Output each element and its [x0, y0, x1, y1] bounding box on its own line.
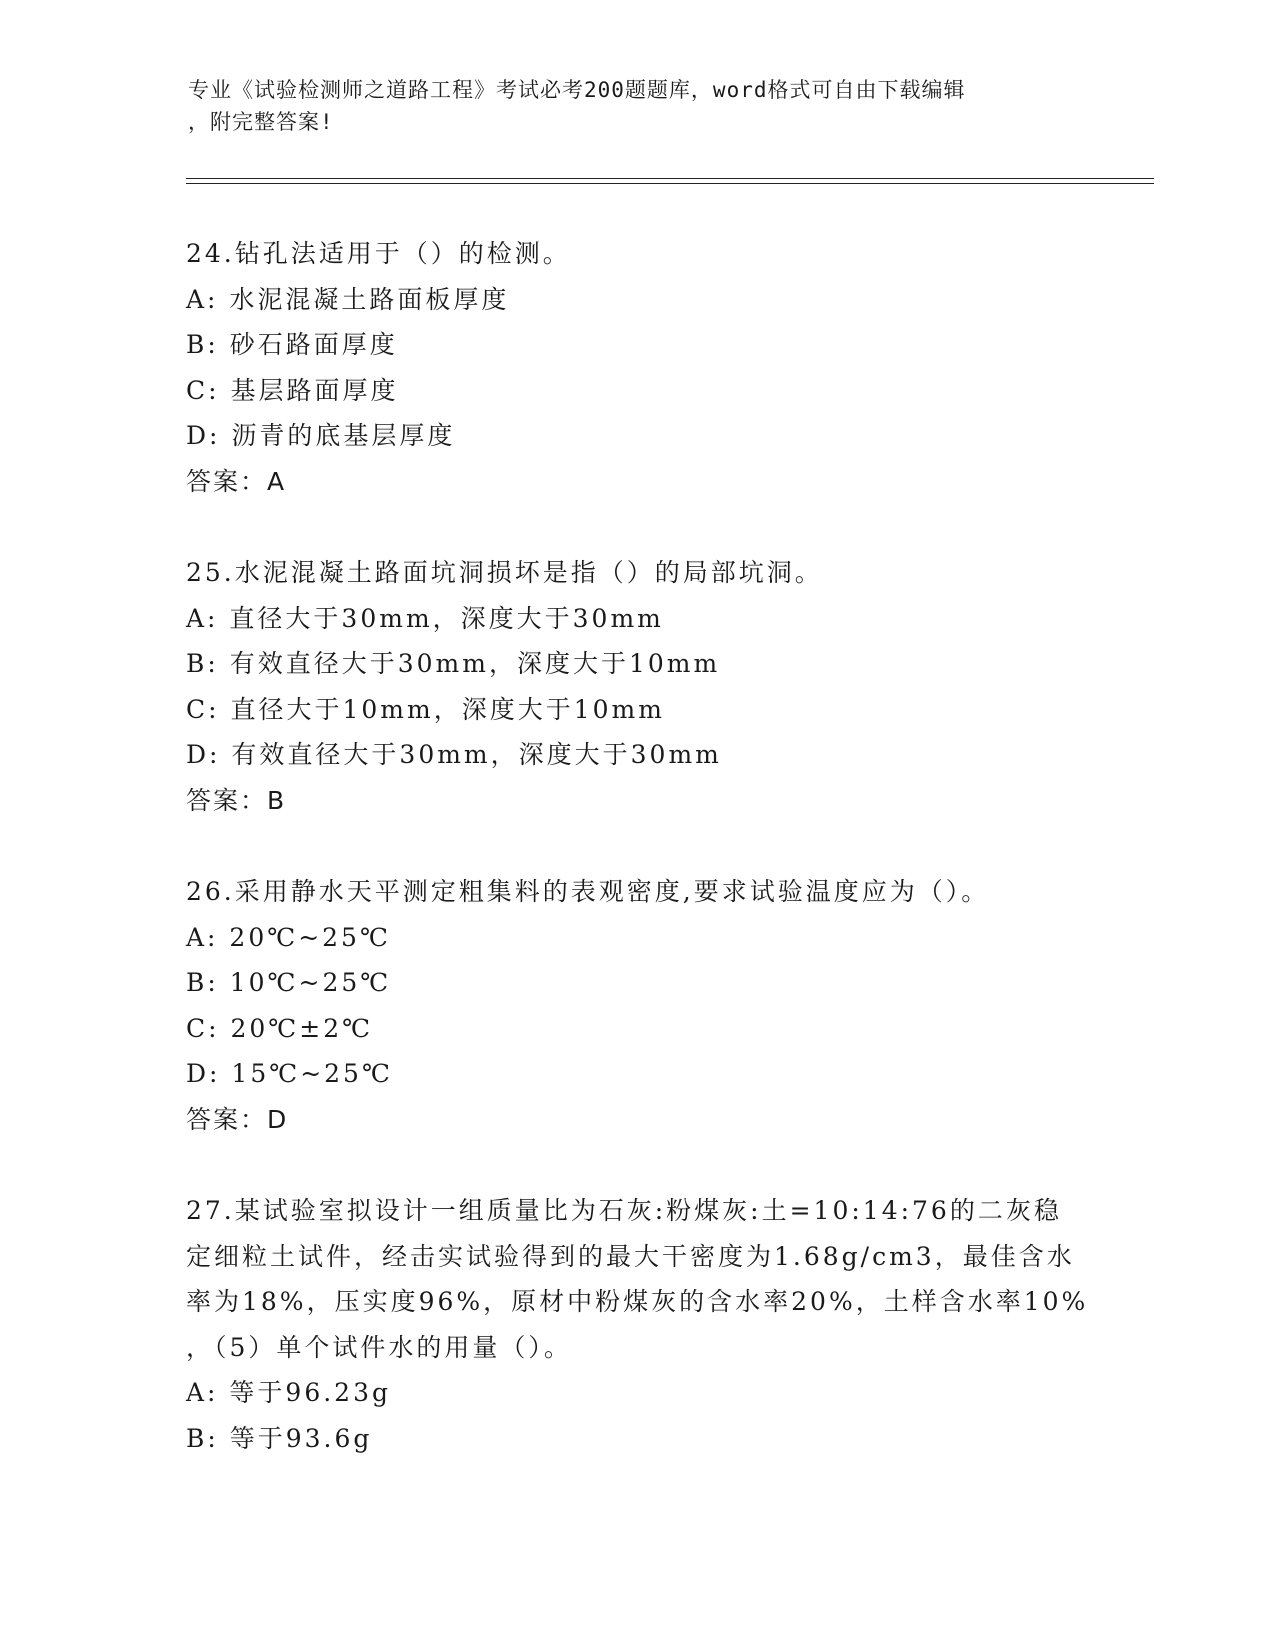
header-subtitle-line: ，附完整答案!: [188, 110, 334, 134]
header-divider-bottom: [186, 183, 1154, 184]
answer-line: 答案：A: [186, 466, 287, 496]
question-stem: 26.采用静水天平测定粗集料的表观密度,要求试验温度应为（）。: [186, 877, 990, 906]
question-stem-line: 27.某试验室拟设计一组质量比为石灰:粉煤灰:土=10:14:76的二灰稳: [186, 1196, 1062, 1225]
question-stem: 25.水泥混凝土路面坑洞损坏是指（）的局部坑洞。: [186, 558, 823, 587]
answer-line: 答案：B: [186, 785, 287, 815]
header-divider-top: [186, 178, 1154, 179]
question-stem-line: 率为18%，压实度96%，原材中粉煤灰的含水率20%，土样含水率10%: [186, 1287, 1089, 1316]
option-c: C: 基层路面厚度: [186, 375, 399, 405]
question-24: [186, 231, 1086, 504]
option-a: A: 水泥混凝土路面板厚度: [186, 284, 510, 314]
question-26: [186, 869, 1086, 1142]
option-d: D: 有效直径大于30mm，深度大于30mm: [186, 740, 722, 769]
option-b: B: 砂石路面厚度: [186, 330, 398, 359]
question-stem-line: 定细粒土试件，经击实试验得到的最大干密度为1.68g/cm3，最佳含水: [186, 1241, 1075, 1271]
option-a: A: 20℃~25℃: [186, 922, 391, 952]
question-27: [186, 1188, 1089, 1461]
option-a: A: 等于96.23g: [186, 1378, 391, 1407]
header-title-line: 专业《试验检测师之道路工程》考试必考200题题库，word格式可自由下载编辑: [188, 78, 966, 102]
question-stem: 24.钻孔法适用于（）的检测。: [186, 239, 571, 268]
option-c: C: 直径大于10mm，深度大于10mm: [186, 694, 665, 724]
question-stem-line: ，（5）单个试件水的用量（）。: [186, 1332, 572, 1362]
option-c: C: 20℃±2℃: [186, 1013, 374, 1043]
option-d: D: 15℃~25℃: [186, 1059, 393, 1088]
option-d: D: 沥青的底基层厚度: [186, 421, 456, 450]
option-b: B: 等于93.6g: [186, 1423, 373, 1453]
option-b: B: 10℃~25℃: [186, 968, 392, 997]
document-header: [188, 74, 1068, 138]
answer-line: 答案：D: [186, 1104, 289, 1134]
option-b: B: 有效直径大于30mm，深度大于10mm: [186, 649, 721, 678]
option-a: A: 直径大于30mm，深度大于30mm: [186, 603, 664, 633]
question-25: [186, 550, 1086, 823]
